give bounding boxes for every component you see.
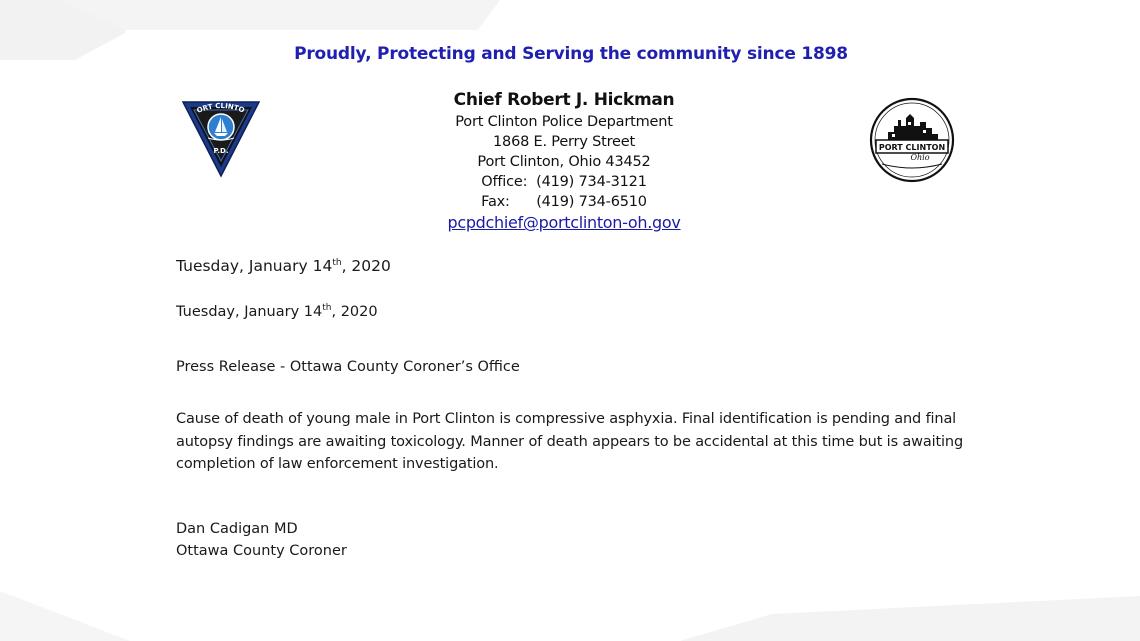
- signature-title: Ottawa County Coroner: [176, 543, 347, 559]
- badge-bottom-text: P.D.: [213, 147, 229, 155]
- chief-email-link[interactable]: pcpdchief@portclinton-oh.gov: [447, 213, 681, 232]
- department-name: Port Clinton Police Department: [455, 114, 673, 130]
- street-address: 1868 E. Perry Street: [493, 134, 635, 150]
- date-line-primary: [176, 257, 391, 275]
- tagline: Proudly, Protecting and Serving the community since 1898: [294, 44, 848, 64]
- seal-script: Ohio: [910, 153, 930, 162]
- office-phone: (419) 734-3121: [536, 174, 647, 190]
- page-shadow-top: [60, 0, 500, 30]
- office-phone-line: [364, 172, 764, 192]
- press-release-title: Press Release - Ottawa County Coroner’s Office: [176, 359, 520, 375]
- police-badge-icon: [180, 98, 262, 178]
- signature-name: Dan Cadigan MD: [176, 521, 298, 537]
- letterhead: [364, 88, 764, 234]
- date-line-secondary-prefix: Tuesday, January 14: [176, 304, 323, 320]
- badge-top-text: ORT CLINTO: [195, 101, 246, 115]
- office-label: Office:: [481, 174, 528, 190]
- city-seal-icon: [868, 96, 956, 184]
- fax-label: Fax:: [481, 194, 510, 210]
- date-line-secondary-sup: th: [322, 303, 332, 314]
- page-shadow-bottom-right: [680, 596, 1140, 641]
- date-line-secondary: [176, 304, 378, 320]
- fax-line: [364, 192, 764, 212]
- date-line-secondary-suffix: , 2020: [331, 304, 378, 320]
- date-line-primary-prefix: Tuesday, January 14: [176, 257, 333, 275]
- city-state-zip: Port Clinton, Ohio 43452: [477, 154, 651, 170]
- page-shadow-bottom-left: [0, 591, 130, 641]
- date-line-primary-sup: th: [332, 257, 342, 268]
- seal-name: PORT CLINTON: [878, 143, 946, 152]
- chief-name: Chief Robert J. Hickman: [453, 90, 675, 110]
- date-line-primary-suffix: , 2020: [341, 257, 391, 275]
- fax-phone: (419) 734-6510: [536, 194, 647, 210]
- press-release-body: Cause of death of young male in Port Clinton is compressive asphyxia. Final identification is pending and final autopsy findings are awaiting toxicology. Manner of death appears to be accidental at this time but is awaiting completion of law enforcement investigation.: [176, 411, 963, 472]
